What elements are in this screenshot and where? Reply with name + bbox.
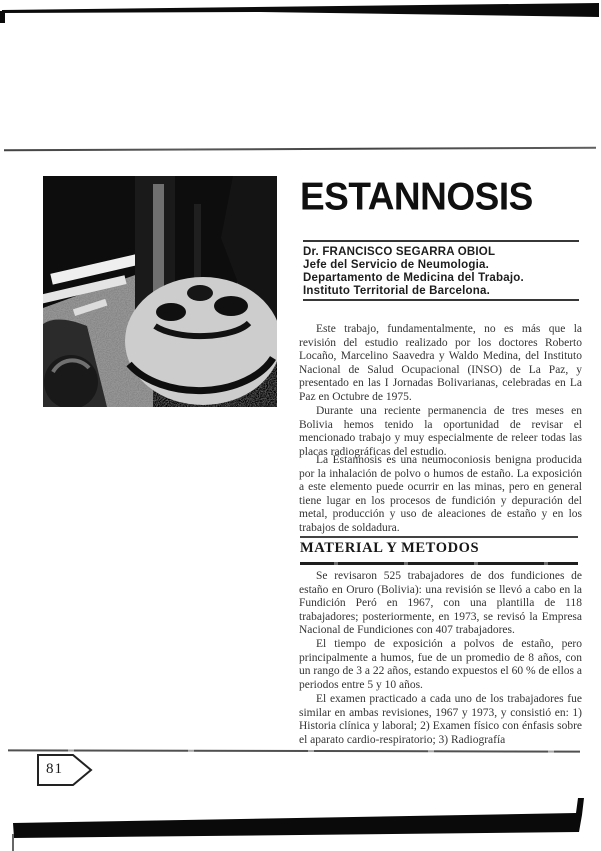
section-rule-top <box>300 536 578 538</box>
author-role: Jefe del Servicio de Neumologia. <box>303 258 489 271</box>
intro-paragraph-3: La Estannosis es una neumoconiosis benigna producida por la inhalación de polvo o humos de estaño. La exposición a este elemento puede ocurrir en las minas, pero en general tiene lugar en los procesos de fundición y depuración del metal, producción y uso de aleaciones de estaño y en los trabajos de soldadura. <box>299 454 582 534</box>
byline-rule-top <box>303 240 579 242</box>
byline-rule-bottom <box>303 299 579 301</box>
section-rule-bottom <box>300 562 578 565</box>
top-scan-bar <box>0 0 601 30</box>
article-photo <box>43 176 277 407</box>
article-title: ESTANNOSIS <box>300 175 533 218</box>
intro-paragraph-2: Durante una reciente permanencia de tres meses en Bolivia hemos tenido la oportunidad de revisar el mencionado trabajo y muy especialmente de releer todas las placas radiográficas del estudio. <box>299 405 582 458</box>
section-heading: MATERIAL Y METODOS <box>300 540 480 556</box>
author-institution: Instituto Territorial de Barcelona. <box>303 284 490 297</box>
author-department: Departamento de Medicina del Trabajo. <box>303 271 524 284</box>
section-paragraph-2: El tiempo de exposición a polvos de estaño, pero principalmente a humos, fue de un promedio de 8 años, con un rango de 3 a 22 años, estando expuestos el 60 % de ellos a periodos entre 5 y 10 años. <box>299 638 582 691</box>
byline-block <box>303 246 581 298</box>
section-paragraph-3: El examen practicado a cada uno de los trabajadores fue similar en ambas revisiones, 1967 y 1973, y consistió en: 1) Historia clínica y laboral; 2) Examen físico con énfasis sobre el aparato cardio-respiratorio; 3) Radiografía <box>299 693 582 746</box>
author-name: Dr. FRANCISCO SEGARRA OBIOL <box>303 246 496 258</box>
bottom-scan-bar <box>0 780 601 851</box>
intro-paragraph-1: Este trabajo, fundamentalmente, no es más que la revisión del estudio realizado por los doctores Roberto Locaño, Marcelino Saavedra y Waldo Medina, del Instituto Nacional de Salud Ocupacional (INSO) de La Paz, y presentado en las I Jornadas Bolivarianas, celebradas en La Paz en Octubre de 1975. <box>299 323 582 403</box>
photo-art <box>43 176 277 407</box>
header-rule <box>4 147 596 152</box>
section-paragraph-1: Se revisaron 525 trabajadores de dos fundiciones de estaño en Oruro (Bolivia): una revisión se llevó a cabo en la Fundición Peró en 1967, con una plantilla de 118 trabajadores; posteriormente, en 1973, se revisó la Empresa Nacional de Fundiciones con 407 trabajadores. <box>299 570 582 636</box>
page-number: 81 <box>46 761 63 777</box>
